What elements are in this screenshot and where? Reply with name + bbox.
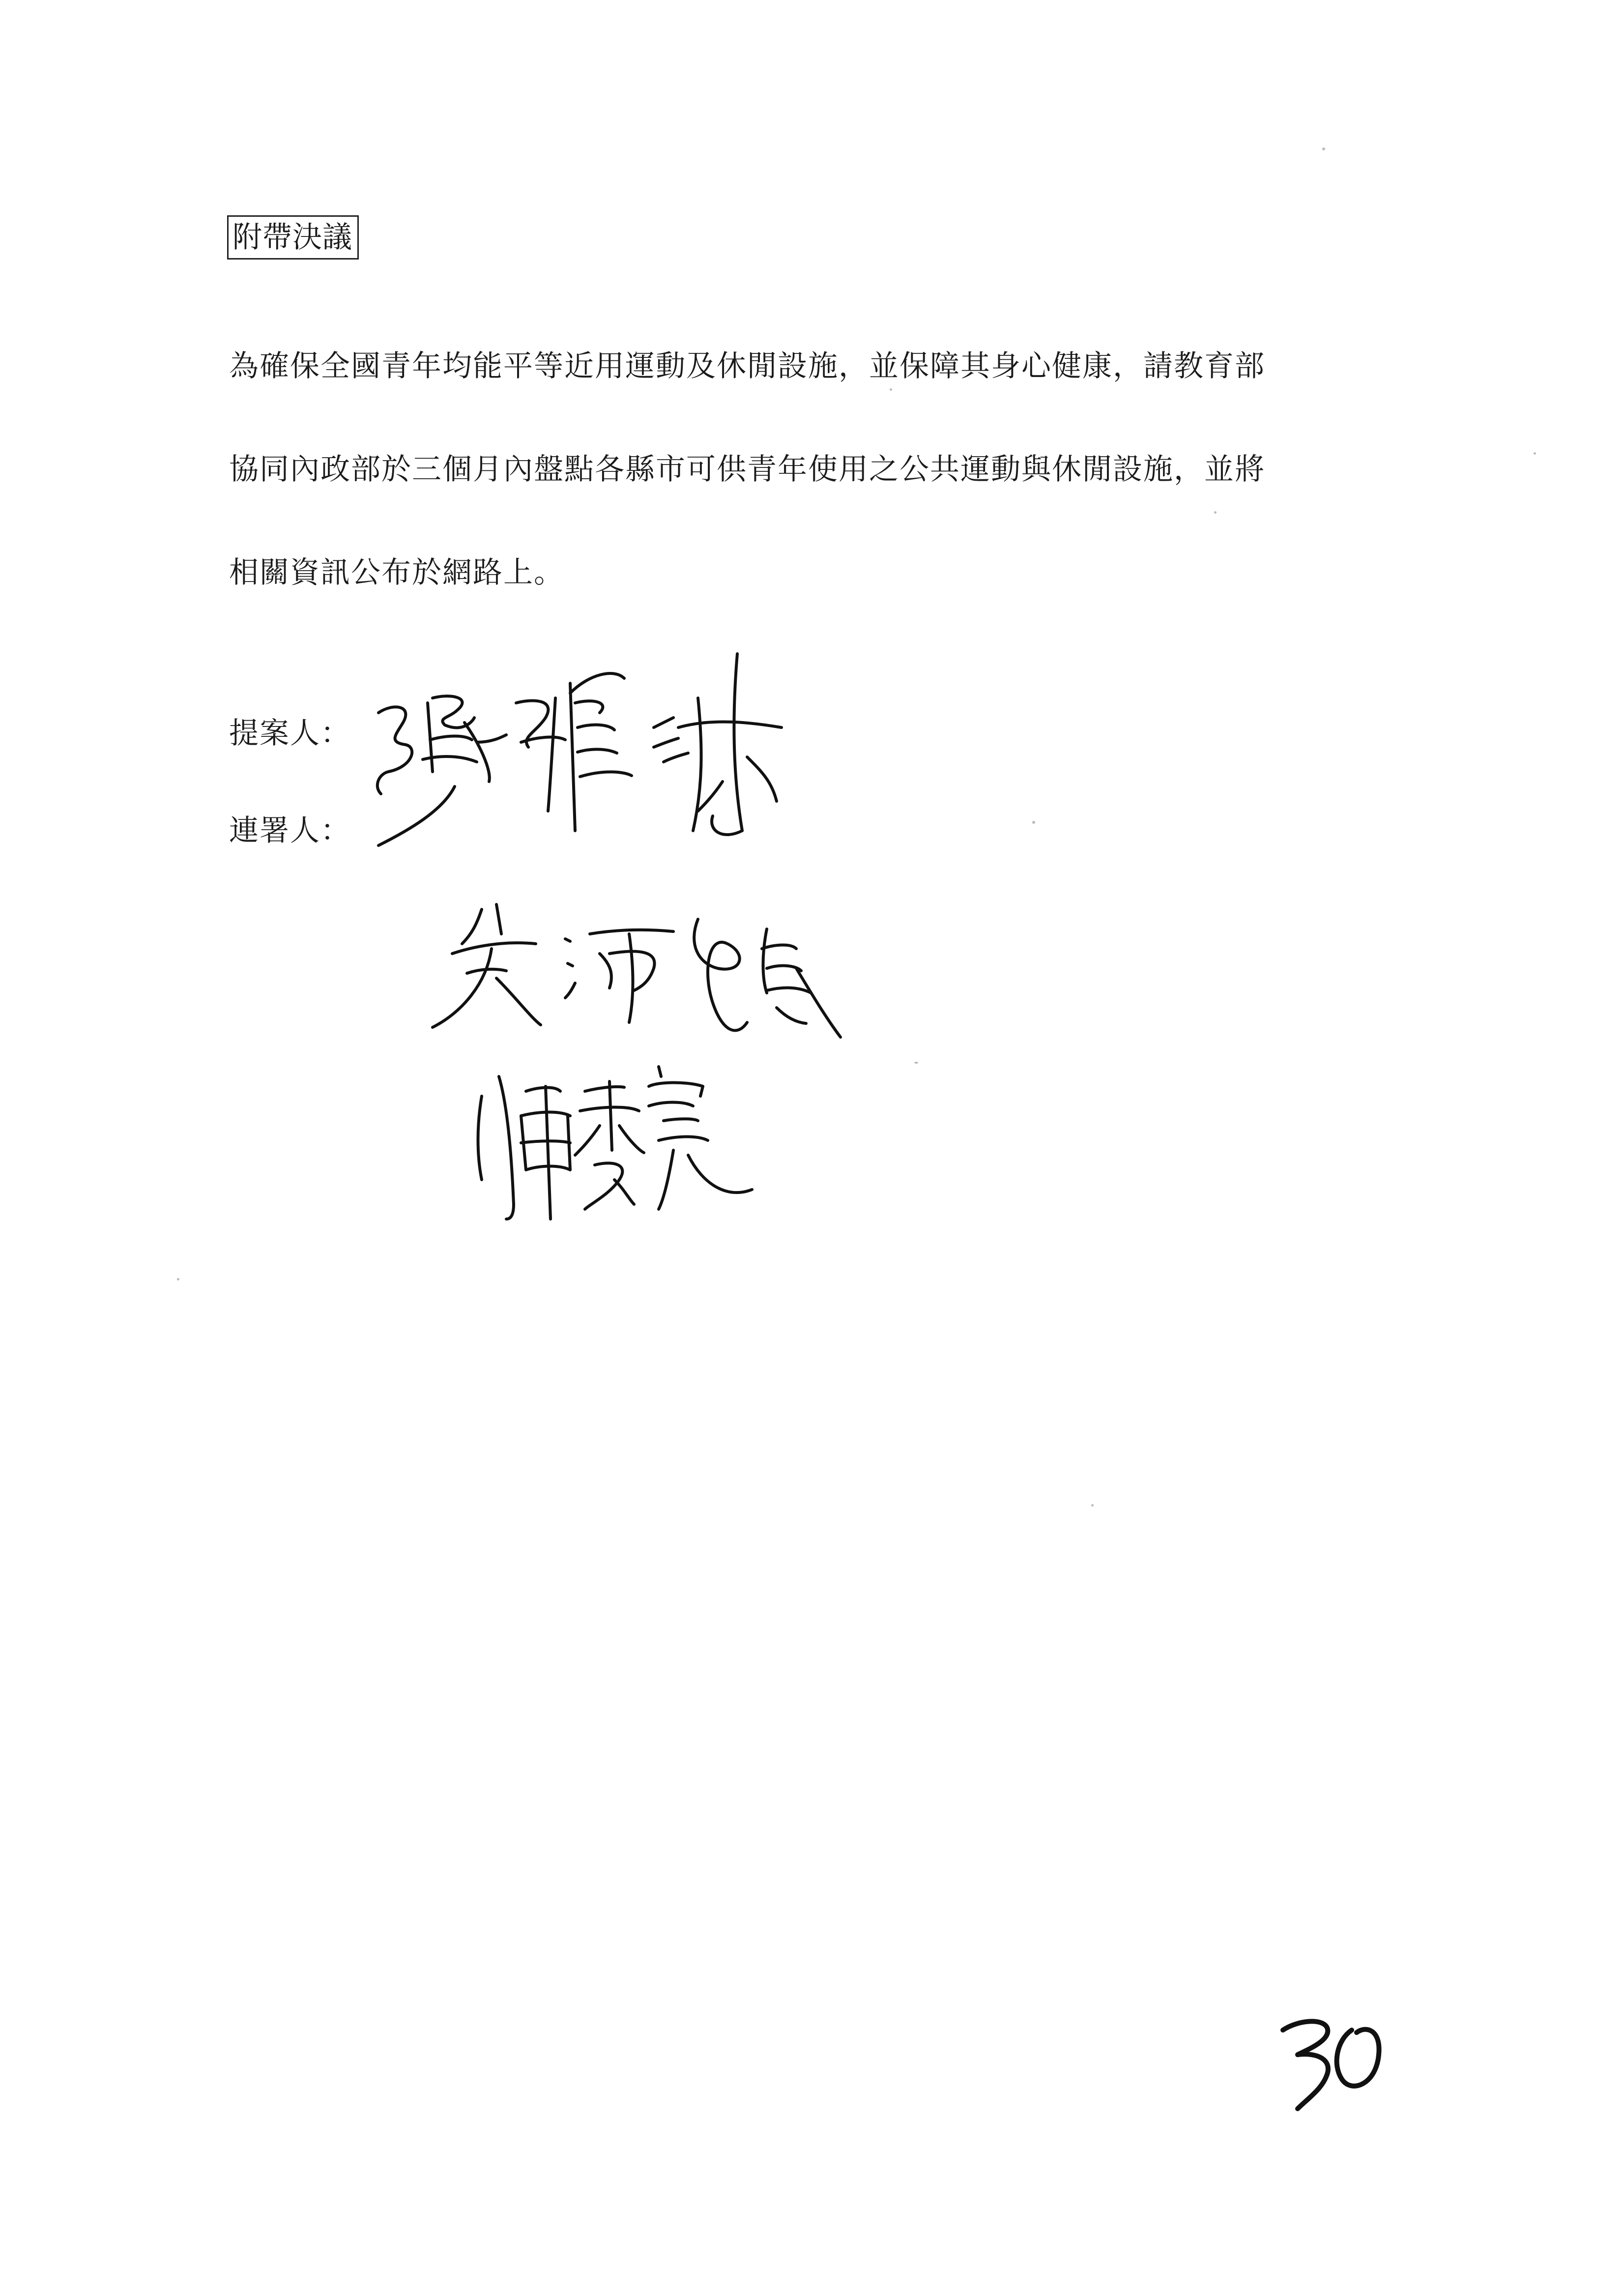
cosigner-signature-2 [472,1057,757,1224]
cosigner-signature-1 [423,895,845,1042]
scan-speck [177,1278,179,1280]
scan-speck [1214,511,1217,514]
proposer-signature [359,624,791,836]
resolution-body [229,315,1360,624]
scan-speck [914,1062,918,1064]
section-label-box: 附帶決議 [227,215,359,260]
scan-speck [1091,1504,1094,1507]
cosigner-label: 連署人： [229,814,351,848]
body-line: 為確保全國青年均能平等近用運動及休閒設施，並保障其身心健康，請教育部 [229,349,1265,383]
scan-speck [1032,821,1035,824]
scan-speck [1534,452,1536,455]
scan-speck [1322,147,1325,150]
page-number [1278,2015,1386,2116]
body-line: 相關資訊公布於網路上。 [229,555,564,590]
body-line: 協同內政部於三個月內盤點各縣市可供青年使用之公共運動與休閒設施，並將 [229,452,1265,487]
proposer-label: 提案人： [229,716,351,751]
scan-speck [890,388,892,391]
